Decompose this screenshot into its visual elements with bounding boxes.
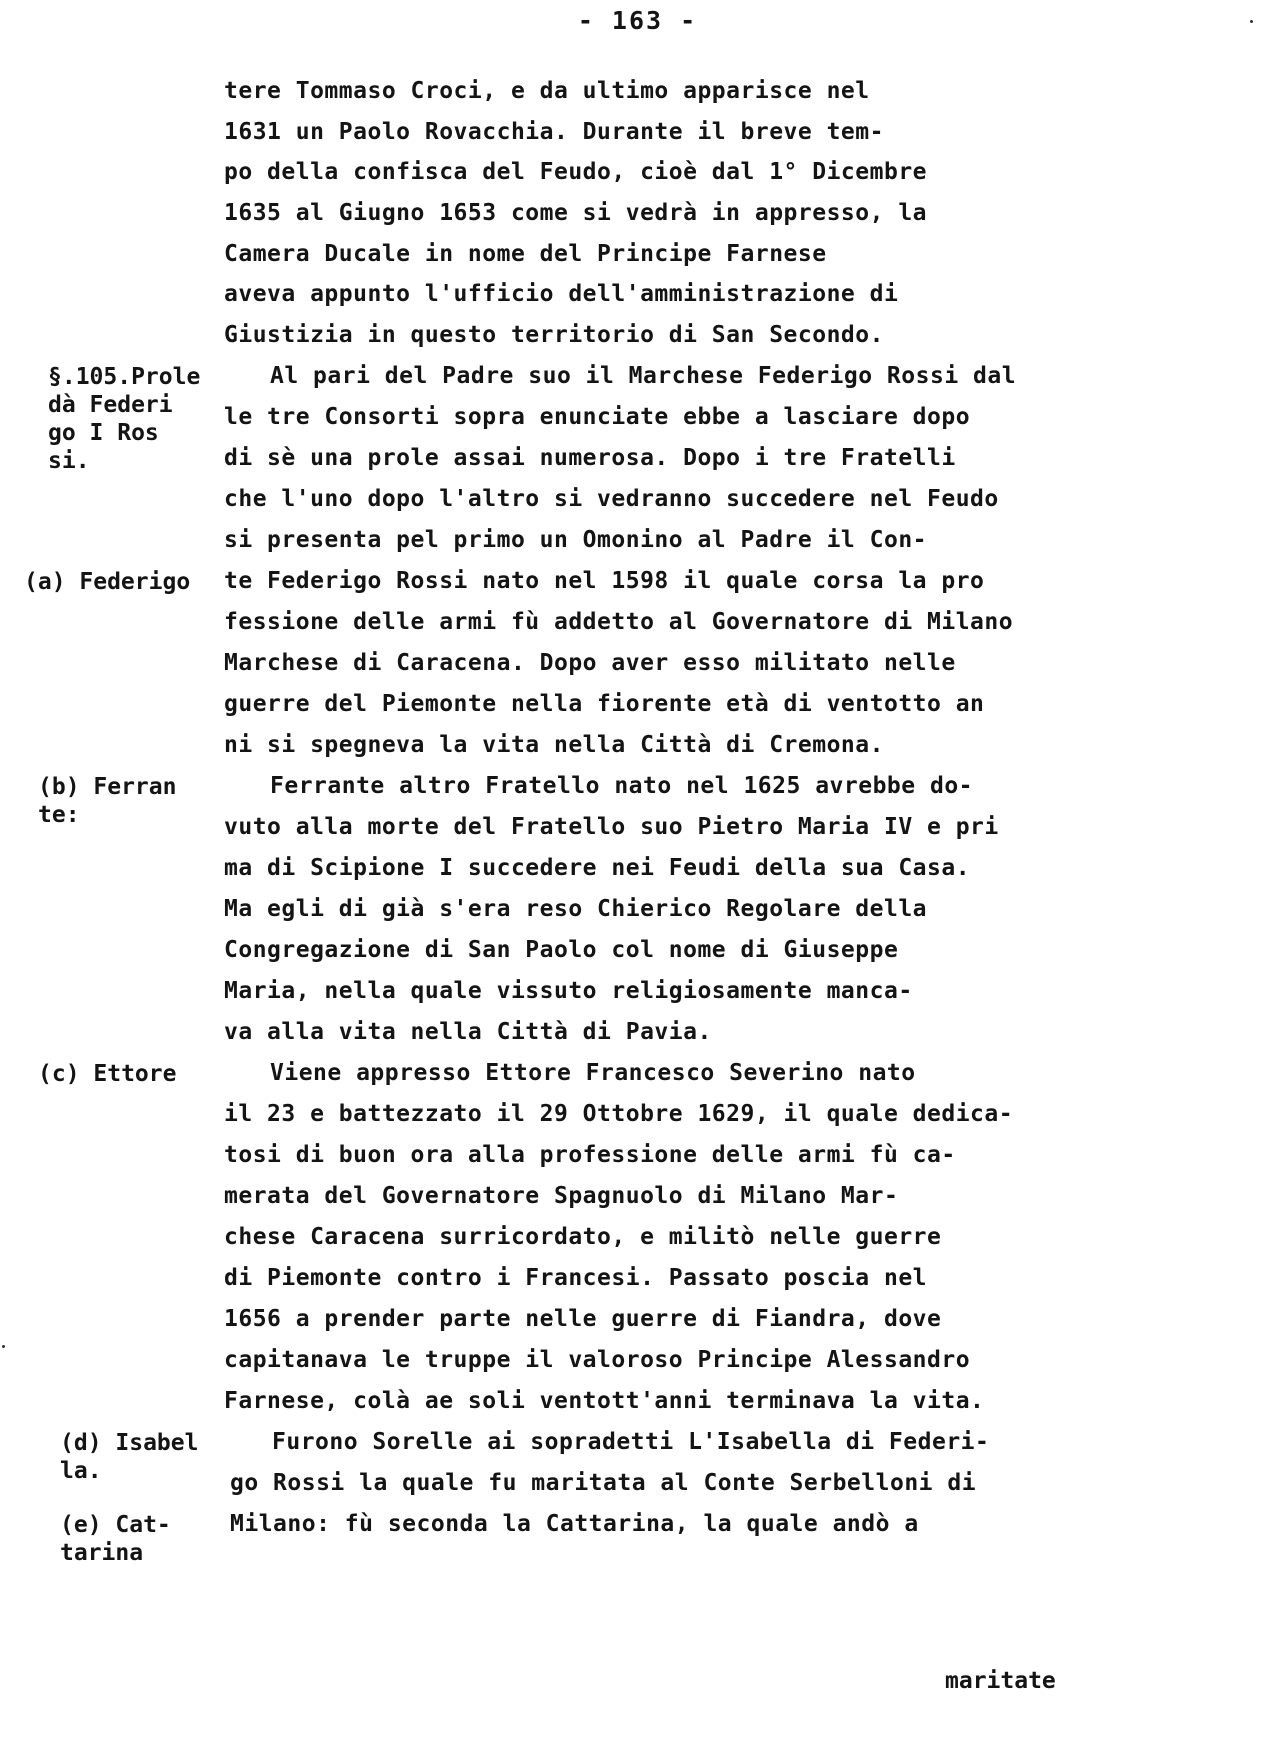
body-line-15: Marchese di Caracena. Dopo aver esso militato nelle (224, 650, 956, 676)
scan-speck (2, 1345, 5, 1348)
margin-note-3: go I Ros (48, 420, 159, 446)
body-line-18: Ferrante altro Fratello nato nel 1625 avrebbe do- (270, 773, 974, 799)
body-line-1: tere Tommaso Croci, e da ultimo apparisce nel (224, 78, 870, 104)
margin-note-6: (b) Ferran (38, 774, 177, 800)
body-line-21: Ma egli di già s'era reso Chierico Regolare della (224, 896, 928, 922)
margin-note-1: §.105.Prole (48, 364, 201, 390)
body-line-32: capitanava le truppe il valoroso Principe Alessandro (224, 1347, 971, 1373)
margin-note-4: si. (48, 448, 90, 474)
body-line-2: 1631 un Paolo Rovacchia. Durante il breve tem- (224, 119, 884, 145)
body-line-5: Camera Ducale in nome del Principe Farnese (224, 241, 827, 267)
body-line-30: di Piemonte contro i Francesi. Passato poscia nel (224, 1265, 928, 1291)
catchword: maritate (945, 1668, 1056, 1694)
margin-note-2: dà Federi (48, 392, 173, 418)
margin-note-9: (d) Isabel (60, 1430, 199, 1456)
body-line-34: Furono Sorelle ai sopradetti L'Isabella di Federi- (272, 1429, 990, 1455)
body-line-35: go Rossi la quale fu maritata al Conte Serbelloni di (230, 1470, 977, 1496)
body-line-24: va alla vita nella Città di Pavia. (224, 1019, 712, 1045)
body-line-31: 1656 a prender parte nelle guerre di Fiandra, dove (224, 1306, 942, 1332)
body-line-4: 1635 al Giugno 1653 come si vedrà in appresso, la (224, 200, 928, 226)
body-line-14: fessione delle armi fù addetto al Governatore di Milano (224, 609, 1014, 635)
body-line-28: merata del Governatore Spagnuolo di Milano Mar- (224, 1183, 899, 1209)
margin-note-10: la. (60, 1458, 102, 1484)
margin-note-11: (e) Cat- (60, 1512, 171, 1538)
margin-note-7: te: (38, 802, 80, 828)
body-line-19: vuto alla morte del Fratello suo Pietro Maria IV e pri (224, 814, 999, 840)
body-line-29: chese Caracena surricordato, e militò nelle guerre (224, 1224, 942, 1250)
body-line-6: aveva appunto l'ufficio dell'amministrazione di (224, 281, 899, 307)
body-line-26: il 23 e battezzato il 29 Ottobre 1629, il quale dedica- (224, 1101, 1014, 1127)
body-line-7: Giustizia in questo territorio di San Secondo. (224, 322, 884, 348)
body-line-8: Al pari del Padre suo il Marchese Federigo Rossi dal (270, 363, 1017, 389)
body-line-9: le tre Consorti sopra enunciate ebbe a lasciare dopo (224, 404, 971, 430)
body-line-11: che l'uno dopo l'altro si vedranno succedere nel Feudo (224, 486, 999, 512)
body-line-17: ni si spegneva la vita nella Città di Cremona. (224, 732, 884, 758)
body-line-20: ma di Scipione I succedere nei Feudi della sua Casa. (224, 855, 971, 881)
body-line-16: guerre del Piemonte nella fiorente età di ventotto an (224, 691, 985, 717)
body-line-3: po della confisca del Feudo, cioè dal 1° Dicembre (224, 159, 928, 185)
margin-note-8: (c) Ettore (38, 1061, 177, 1087)
margin-note-5: (a) Federigo (24, 569, 191, 595)
body-line-22: Congregazione di San Paolo col nome di Giuseppe (224, 937, 899, 963)
body-line-36: Milano: fù seconda la Cattarina, la quale andò a (230, 1511, 919, 1537)
body-line-10: di sè una prole assai numerosa. Dopo i tre Fratelli (224, 445, 956, 471)
body-line-23: Maria, nella quale vissuto religiosamente manca- (224, 978, 913, 1004)
body-line-12: si presenta pel primo un Omonino al Padre il Con- (224, 527, 928, 553)
body-line-13: te Federigo Rossi nato nel 1598 il quale corsa la pro (224, 568, 985, 594)
body-line-25: Viene appresso Ettore Francesco Severino nato (270, 1060, 916, 1086)
page-number: - 163 - (577, 6, 698, 35)
scan-speck (1250, 20, 1253, 23)
body-line-27: tosi di buon ora alla professione delle armi fù ca- (224, 1142, 956, 1168)
margin-note-12: tarina (60, 1540, 144, 1566)
body-line-33: Farnese, colà ae soli ventott'anni terminava la vita. (224, 1388, 985, 1414)
